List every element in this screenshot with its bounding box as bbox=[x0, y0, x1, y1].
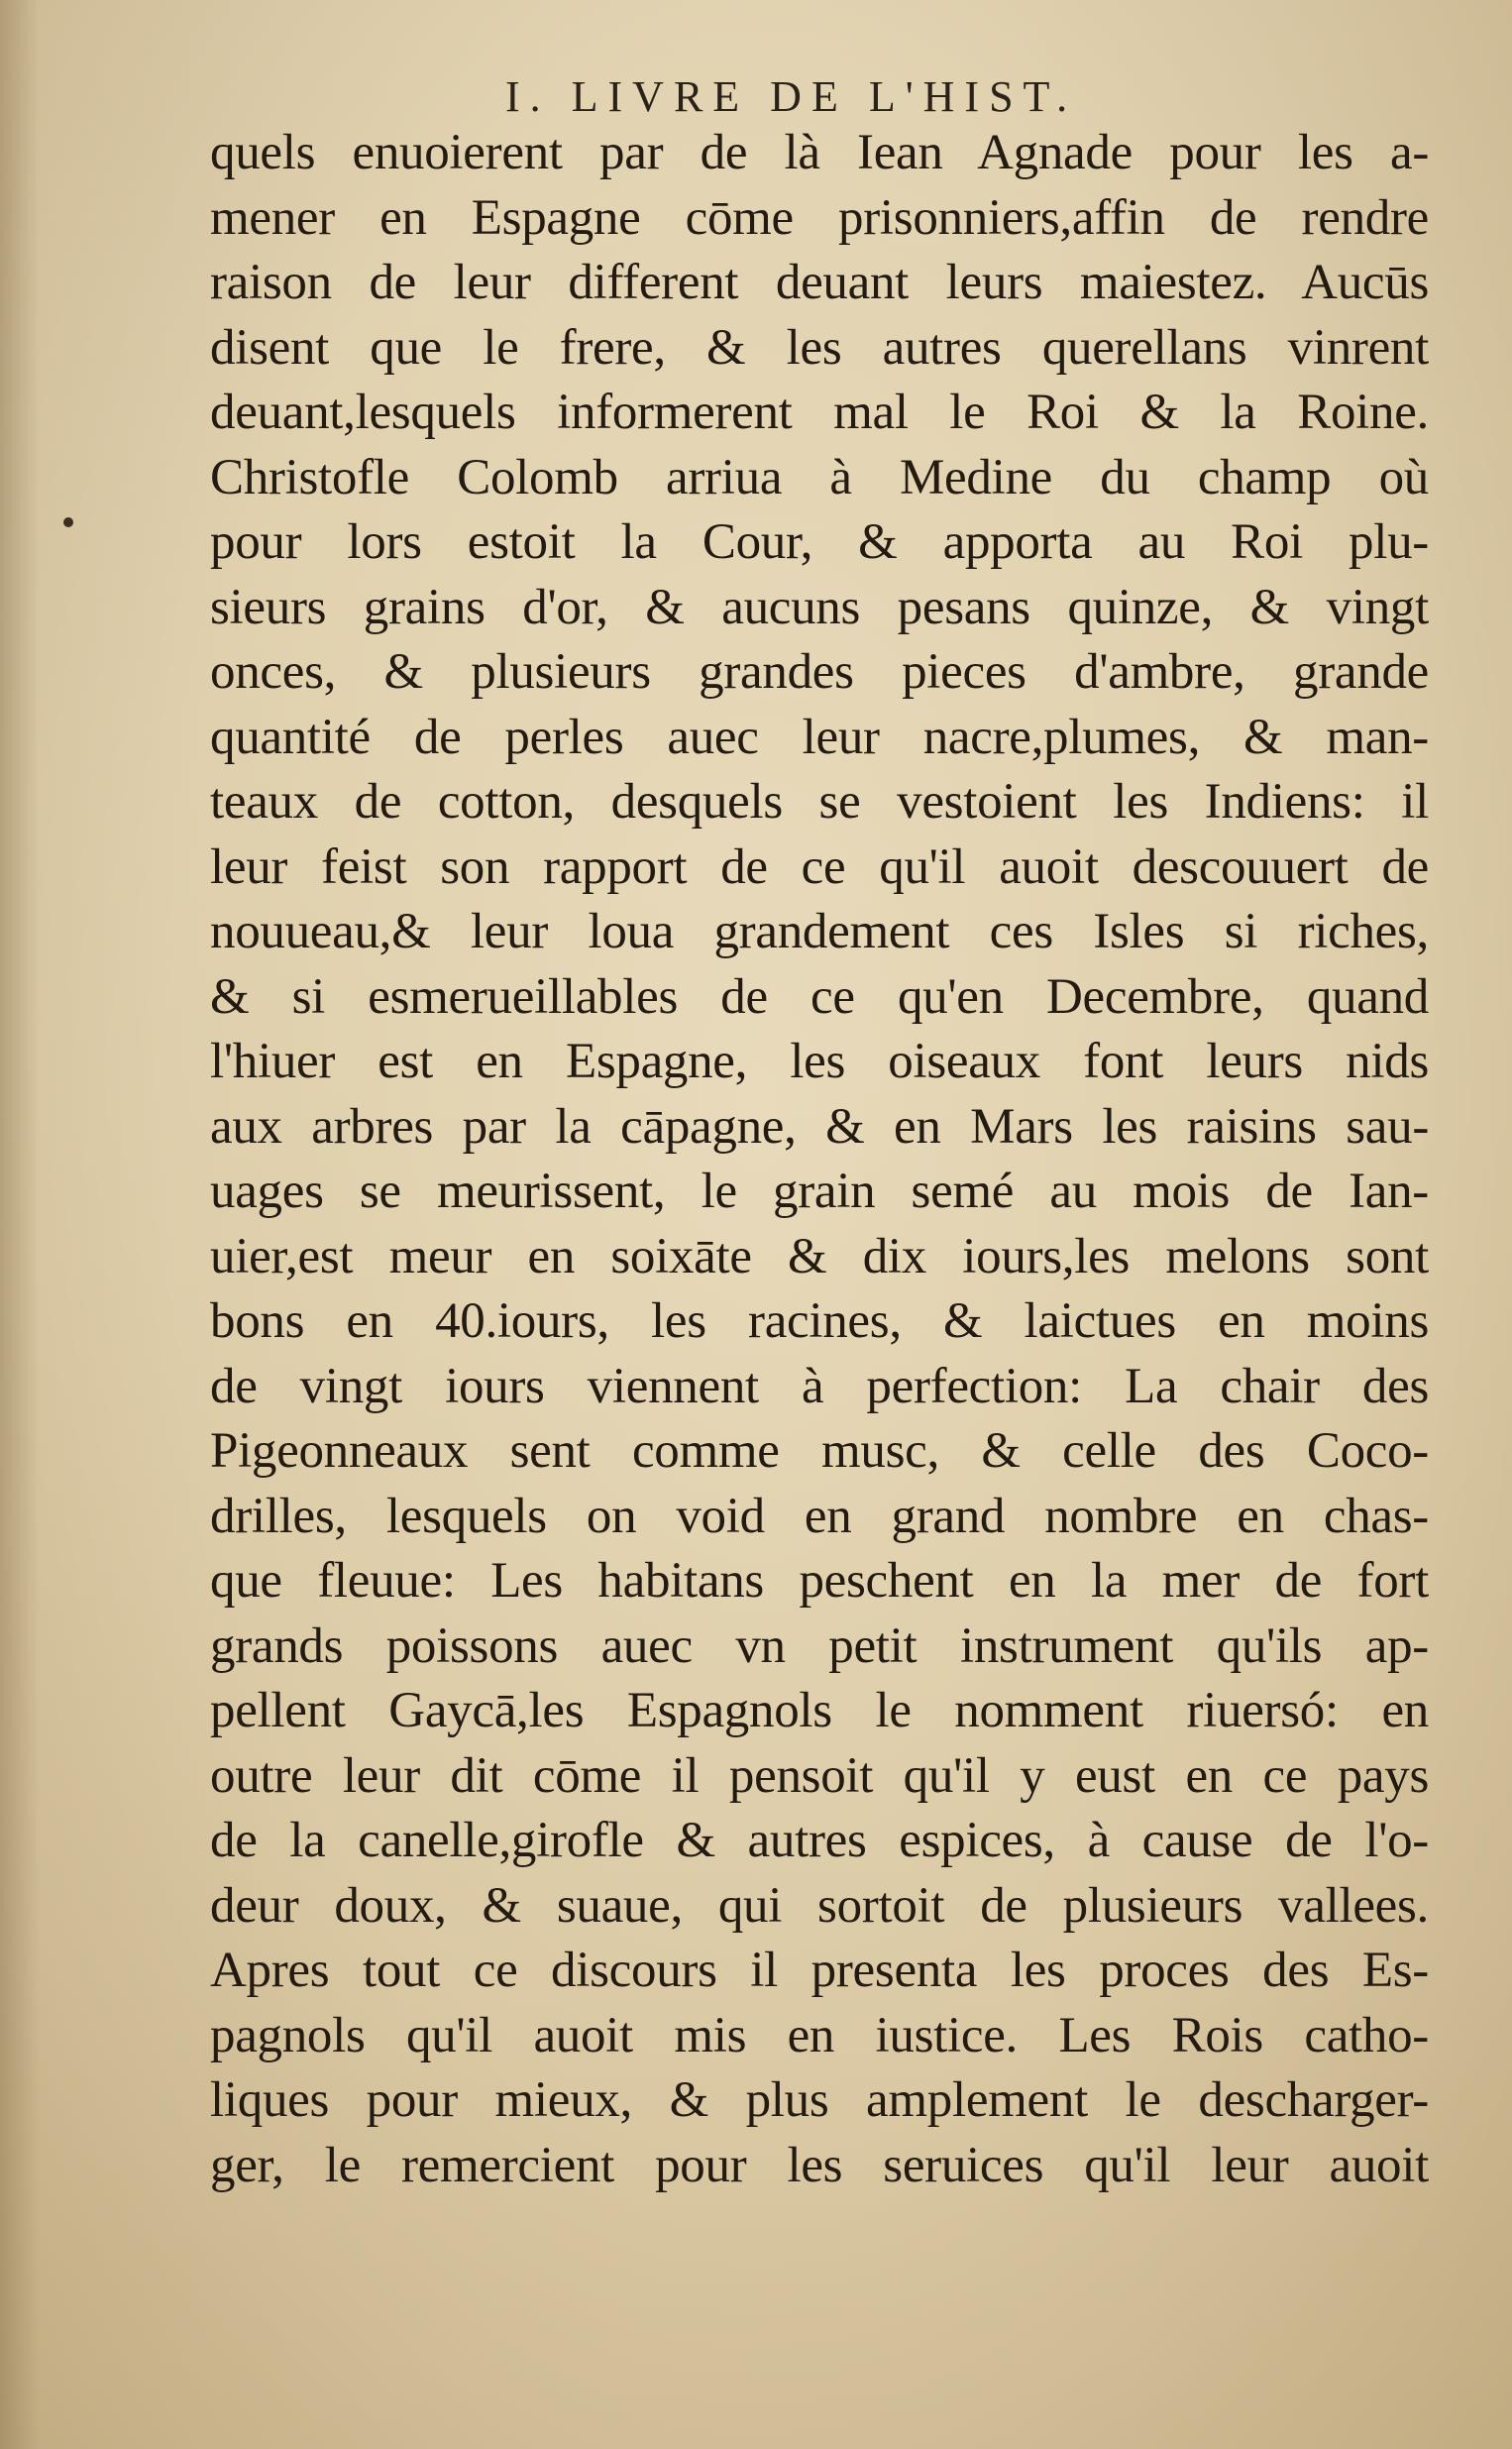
text-line: sieurs grains d'or, & aucuns pesans quinze, & vingt bbox=[210, 579, 1429, 635]
gutter-shadow bbox=[0, 0, 40, 2449]
text-line: pellent Gaycā,les Espagnols le nomment riuersó: en bbox=[210, 1683, 1429, 1738]
text-line: raison de leur different deuant leurs maiestez. Aucūs bbox=[210, 255, 1429, 310]
margin-dot-mark bbox=[63, 517, 73, 527]
text-line: teaux de cotton, desquels se vestoient les Indiens: il bbox=[210, 774, 1429, 830]
text-line: Christofle Colomb arriua à Medine du champ où bbox=[210, 449, 1429, 505]
text-line: de la canelle,girofle & autres espices, à cause de l'o- bbox=[210, 1813, 1429, 1868]
text-line: deuant,lesquels informerent mal le Roi & la Roine. bbox=[210, 385, 1429, 440]
text-line: aux arbres par la cāpagne, & en Mars les raisins sau- bbox=[210, 1098, 1429, 1155]
text-line: l'hiuer est en Espagne, les oiseaux font leurs nids bbox=[210, 1034, 1429, 1089]
text-line: outre leur dit cōme il pensoit qu'il y eust en ce pays bbox=[210, 1747, 1429, 1804]
text-line: nouueau,& leur loua grandement ces Isles si riches, bbox=[210, 904, 1429, 959]
text-line: que fleuue: Les habitans peschent en la mer de fort bbox=[210, 1553, 1429, 1609]
text-line: liques pour mieux, & plus amplement le descharger- bbox=[210, 2072, 1429, 2128]
text-line: quels enuoierent par de là Iean Agnade pour les a- bbox=[210, 125, 1429, 180]
text-line: onces, & plusieurs grandes pieces d'ambre, grande bbox=[210, 644, 1429, 700]
text-line: Pigeonneaux sent comme musc, & celle des Coco- bbox=[210, 1423, 1429, 1479]
text-line: pour lors estoit la Cour, & apporta au Roi plu- bbox=[210, 514, 1429, 570]
text-line: deur doux, & suaue, qui sortoit de plusieurs vallees. bbox=[210, 1877, 1429, 1934]
running-head: I. LIVRE DE L'HIST. bbox=[505, 72, 1078, 121]
text-line: grands poissons auec vn petit instrument qu'ils ap- bbox=[210, 1617, 1429, 1674]
text-line: Apres tout ce discours il presenta les proces des Es- bbox=[210, 1943, 1429, 1998]
text-line: ger, le remercient pour les seruices qu'il leur auoit bbox=[210, 2137, 1429, 2193]
text-line: drilles, lesquels on void en grand nombre en chas- bbox=[210, 1488, 1429, 1544]
text-line: uages se meurissent, le grain semé au mois de Ian- bbox=[210, 1164, 1429, 1219]
text-line: quantité de perles auec leur nacre,plumes, & man- bbox=[210, 709, 1429, 765]
text-block bbox=[210, 121, 1429, 2198]
text-line: pagnols qu'il auoit mis en iustice. Les Rois catho- bbox=[210, 2007, 1429, 2063]
text-line: uier,est meur en soixāte & dix iours,les melons sont bbox=[210, 1228, 1429, 1284]
text-line: disent que le frere, & les autres querellans vinrent bbox=[210, 319, 1429, 376]
text-line: & si esmerueillables de ce qu'en Decembre, quand bbox=[210, 968, 1429, 1025]
text-line: de vingt iours viennent à perfection: La chair des bbox=[210, 1358, 1429, 1414]
text-line: mener en Espagne cōme prisonniers,affin de rendre bbox=[210, 189, 1429, 246]
text-line: bons en 40.iours, les racines, & laictues en moins bbox=[210, 1293, 1429, 1349]
text-line: leur feist son rapport de ce qu'il auoit descouuert de bbox=[210, 838, 1429, 895]
